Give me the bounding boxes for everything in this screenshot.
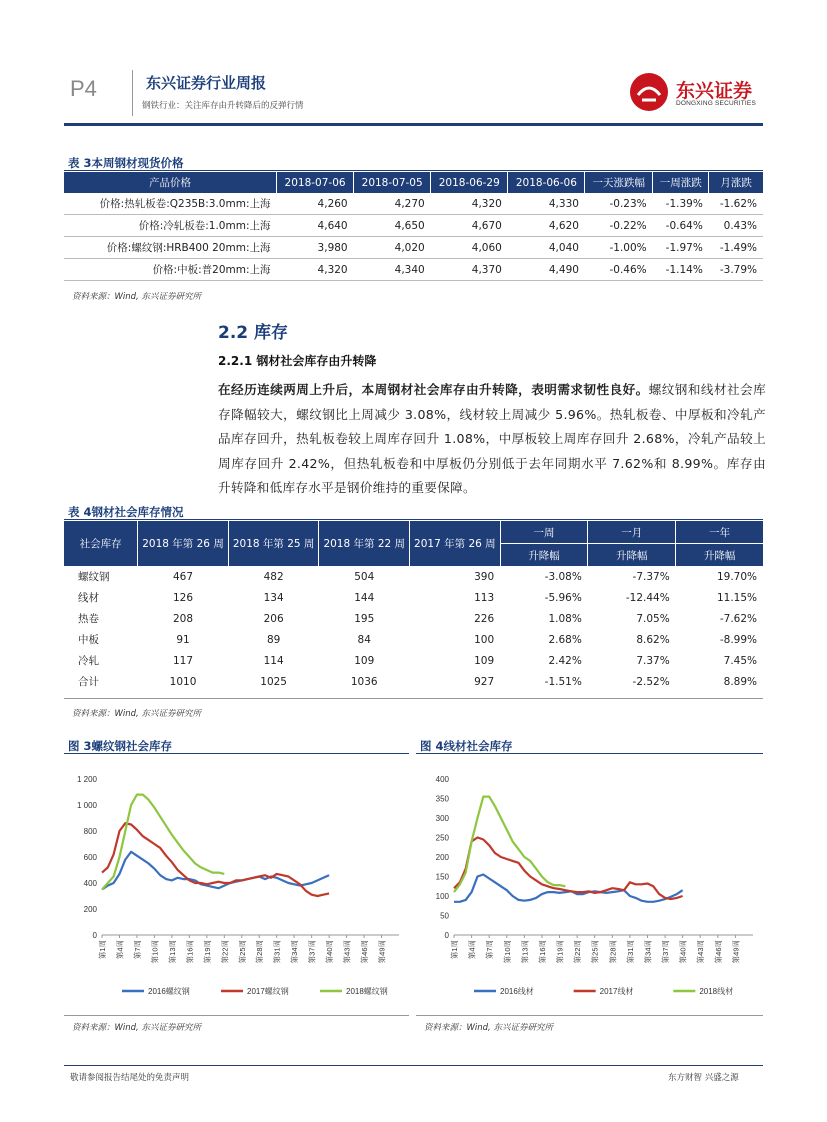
x-tick-label: 第19周: [202, 940, 212, 964]
logo-english: DONGXING SECURITIES: [676, 100, 757, 107]
table4-cell: 114: [263, 654, 284, 667]
table3-cell: 4,060: [431, 237, 508, 259]
table3-cell: -3.79%: [709, 259, 763, 281]
logo-icon: [630, 73, 668, 111]
table4-header: 2018 年第 26 周: [138, 521, 229, 566]
series-line: [454, 838, 683, 900]
table4-cell: -7.37%: [632, 570, 670, 583]
footer-slogan: 东方财智 兴盛之源: [668, 1073, 739, 1083]
table3-header: 2018-07-06: [277, 172, 354, 193]
table4-sub-header: 升降幅: [500, 544, 588, 567]
table3-cell: -0.22%: [585, 215, 653, 237]
paragraph-lead: 在经历连续两周上升后，本周钢材社会库存由升转降，表明需求韧性良好。: [218, 382, 649, 397]
table4-cell: 1036: [350, 675, 378, 688]
table3-cell: 4,370: [431, 259, 508, 281]
table4-cell: -3.08%: [544, 570, 582, 583]
table4-cell: 113: [474, 591, 495, 604]
page-number: P4: [70, 76, 97, 101]
y-tick-label: 0: [92, 931, 97, 940]
table3-row-label: 价格:冷轧板卷:1.0mm:上海: [64, 215, 277, 237]
table4-sub-header: 升降幅: [676, 544, 763, 567]
x-tick-label: 第25周: [590, 940, 600, 964]
table3-cell: 4,490: [508, 259, 585, 281]
series-line: [454, 875, 683, 902]
figure4-bottom-rule: [416, 1015, 763, 1016]
wire-inventory-chart: [416, 765, 763, 1005]
table3-cell: -0.46%: [585, 259, 653, 281]
table3-row: [64, 259, 763, 281]
x-tick-label: 第13周: [167, 940, 177, 964]
x-tick-label: 第7周: [485, 940, 495, 960]
legend-label: 2018线材: [699, 987, 734, 996]
report-subtitle: 钢铁行业：关注库存由升转降后的反弹行情: [142, 101, 304, 111]
legend-label: 2016螺纹钢: [148, 987, 190, 996]
table4-row: [64, 671, 763, 692]
series-line: [102, 795, 224, 890]
table4-cell: 504: [354, 570, 375, 583]
table3-source: 资料来源：Wind, 东兴证券研究所: [72, 292, 201, 302]
table3-cell: 4,020: [354, 237, 431, 259]
y-tick-label: 400: [435, 775, 449, 784]
x-tick-label: 第40周: [678, 940, 688, 964]
table4-row: [64, 629, 763, 650]
y-tick-label: 1 200: [76, 775, 97, 784]
table4-cell: 1025: [260, 675, 287, 688]
table4-top-rule: [64, 519, 763, 520]
table4-cell: 117: [173, 654, 194, 667]
table3-cell: 4,620: [508, 215, 585, 237]
table3-header: 月涨跌: [709, 172, 763, 193]
table4-cell: 91: [176, 633, 190, 646]
x-tick-label: 第43周: [342, 940, 352, 964]
figure4-source: 资料来源：Wind, 东兴证券研究所: [424, 1023, 553, 1033]
x-tick-label: 第46周: [713, 940, 723, 964]
footer-rule: [64, 1065, 763, 1066]
table4-row-label: 热卷: [78, 613, 99, 625]
x-tick-label: 第37周: [661, 940, 671, 964]
table4-cell: 467: [173, 570, 194, 583]
table4-source: 资料来源：Wind, 东兴证券研究所: [72, 709, 201, 719]
x-tick-label: 第16周: [185, 940, 195, 964]
table3-caption: 表 3本周钢材现货价格: [68, 156, 184, 170]
table4-row: [64, 566, 763, 587]
table4-cell: 8.89%: [723, 675, 757, 688]
x-tick-label: 第49周: [377, 940, 387, 964]
section-heading: 2.2 库存: [218, 323, 289, 343]
table4-cell: -2.52%: [632, 675, 670, 688]
y-tick-label: 100: [435, 892, 449, 901]
y-tick-label: 200: [83, 905, 97, 914]
table4-cell: 19.70%: [716, 570, 757, 583]
x-tick-label: 第28周: [608, 940, 618, 964]
table4-cell: 482: [263, 570, 284, 583]
x-tick-label: 第40周: [325, 940, 335, 964]
y-tick-label: 350: [435, 794, 449, 804]
table4-cell: -7.62%: [719, 612, 757, 625]
table4-cell: 206: [263, 612, 284, 625]
table4-cell: 7.37%: [636, 654, 670, 667]
x-tick-label: 第34周: [643, 940, 653, 964]
y-tick-label: 400: [83, 879, 97, 888]
y-tick-label: 50: [440, 911, 449, 921]
table4-cell: 226: [474, 612, 495, 625]
table4-cell: 84: [357, 633, 371, 646]
table4-header: 社会库存: [64, 521, 138, 566]
logo-mark-icon: [630, 73, 668, 111]
table3-cell: -1.00%: [585, 237, 653, 259]
footer-disclaimer: 敬请参阅报告结尾处的免责声明: [70, 1073, 190, 1083]
table4-cell: 144: [354, 591, 375, 604]
header-rule: [64, 123, 763, 126]
table4-cell: 390: [474, 570, 495, 583]
legend-label: 2017螺纹钢: [247, 987, 289, 996]
figure4-rule: [416, 753, 763, 754]
table4-cell: 195: [354, 612, 375, 625]
table3-cell: -0.64%: [653, 215, 709, 237]
header-divider: [132, 70, 133, 116]
table4-row-label: 线材: [78, 592, 99, 604]
table3-cell: 4,340: [354, 259, 431, 281]
table4-group-header: 一年: [676, 521, 763, 544]
table4-cell: -5.96%: [544, 591, 582, 604]
table3-header: 一天涨跌幅: [585, 172, 653, 193]
x-tick-label: 第28周: [255, 940, 265, 964]
report-title: 东兴证券行业周报: [146, 74, 267, 92]
table3-header: 一周涨跌: [653, 172, 709, 193]
series-line: [102, 852, 329, 890]
table4-cell: 134: [263, 591, 284, 604]
table3-cell: 4,270: [354, 193, 431, 215]
table3-cell: -0.23%: [585, 193, 653, 215]
x-tick-label: 第31周: [625, 940, 635, 964]
table3-cell: 4,320: [431, 193, 508, 215]
y-tick-label: 0: [444, 931, 449, 940]
x-tick-label: 第46周: [360, 940, 370, 964]
table4-cell: 109: [354, 654, 375, 667]
table4-cell: 2.68%: [548, 633, 582, 646]
table4-row-label: 合计: [78, 676, 99, 688]
table3-cell: 4,040: [508, 237, 585, 259]
table4-row: [64, 587, 763, 608]
legend-label: 2016线材: [500, 987, 534, 996]
figure3-source: 资料来源：Wind, 东兴证券研究所: [72, 1023, 201, 1033]
table4-cell: 89: [266, 633, 281, 646]
table3-row: [64, 193, 763, 215]
table3-cell: -1.62%: [709, 193, 763, 215]
x-tick-label: 第16周: [537, 940, 547, 964]
x-tick-label: 第25周: [237, 940, 247, 964]
table4-group-header: 一月: [588, 521, 676, 544]
table3-cell: -1.49%: [709, 237, 763, 259]
table4-cell: -1.51%: [544, 675, 582, 688]
x-tick-label: 第7周: [132, 940, 142, 960]
x-tick-label: 第10周: [502, 940, 512, 964]
y-tick-label: 1 000: [76, 801, 97, 810]
table4-cell: 927: [474, 675, 495, 688]
table4-cell: 208: [173, 612, 194, 625]
table3-cell: -1.39%: [653, 193, 709, 215]
table3: [64, 172, 763, 281]
rebar-inventory-chart: [64, 765, 409, 1005]
table3-cell: 4,330: [508, 193, 585, 215]
logo-text: 东兴证券: [676, 80, 753, 102]
table3-cell: 4,670: [431, 215, 508, 237]
table3-cell: -1.97%: [653, 237, 709, 259]
table3-cell: 4,640: [277, 215, 354, 237]
table3-header-row: [64, 172, 763, 193]
table4-cell: 109: [474, 654, 495, 667]
table4-row-label: 中板: [78, 634, 99, 646]
table3-row: [64, 237, 763, 259]
table3-cell: 4,320: [277, 259, 354, 281]
y-tick-label: 250: [435, 833, 449, 843]
table4-header-row: [64, 521, 763, 544]
x-tick-label: 第43周: [696, 940, 706, 964]
table3-row-label: 价格:螺纹钢:HRB400 20mm:上海: [64, 237, 277, 259]
subsection-heading: 2.2.1 钢材社会库存由升转降: [218, 354, 377, 368]
table4-cell: 126: [173, 591, 194, 604]
table3-cell: 4,650: [354, 215, 431, 237]
table3-header: 2018-06-29: [431, 172, 508, 193]
table4-sub-header: 升降幅: [588, 544, 676, 567]
table3-row-label: 价格:中板:普20mm:上海: [64, 259, 277, 281]
x-tick-label: 第4周: [115, 940, 125, 960]
table3-header: 产品价格: [64, 172, 277, 193]
legend-label: 2018螺纹钢: [346, 987, 388, 996]
x-tick-label: 第10周: [150, 940, 160, 964]
table4-cell: 2.42%: [548, 654, 582, 667]
table3-header: 2018-07-05: [354, 172, 431, 193]
table3-row-label: 价格:热轧板卷:Q235B:3.0mm:上海: [64, 193, 277, 215]
table4-cell: 7.45%: [723, 654, 757, 667]
x-tick-label: 第13周: [520, 940, 530, 964]
x-tick-label: 第4周: [467, 940, 477, 960]
table4-caption: 表 4钢材社会库存情况: [68, 505, 184, 519]
table4-cell: -8.99%: [719, 633, 757, 646]
table4-cell: 100: [474, 633, 495, 646]
table4-cell: -12.44%: [625, 591, 670, 604]
table4: [64, 521, 763, 692]
y-tick-label: 200: [435, 853, 449, 862]
x-tick-label: 第31周: [272, 940, 282, 964]
x-tick-label: 第1周: [450, 940, 459, 960]
table4-group-header: 一周: [500, 521, 588, 544]
table4-cell: 8.62%: [636, 633, 670, 646]
x-tick-label: 第49周: [731, 940, 741, 964]
figure4-caption: 图 4线材社会库存: [420, 739, 513, 753]
table4-cell: 7.05%: [636, 612, 670, 625]
table4-cell: 1010: [169, 675, 197, 688]
table3-top-rule: [64, 170, 763, 171]
table4-row: [64, 608, 763, 629]
x-tick-label: 第22周: [220, 940, 230, 964]
table4-cell: 1.08%: [548, 612, 582, 625]
body-paragraph: [218, 378, 766, 501]
table4-header: 2018 年第 22 周: [319, 521, 410, 566]
table3-header: 2018-06-06: [508, 172, 585, 193]
table3-cell: 3,980: [277, 237, 354, 259]
x-tick-label: 第37周: [307, 940, 317, 964]
table3-row: [64, 215, 763, 237]
table4-header: 2018 年第 25 周: [228, 521, 319, 566]
table4-row-label: 螺纹钢: [78, 571, 110, 583]
table4-header: 2017 年第 26 周: [410, 521, 501, 566]
table4-cell: 11.15%: [716, 591, 757, 604]
x-tick-label: 第34周: [290, 940, 300, 964]
figure3-rule: [64, 753, 409, 754]
y-tick-label: 300: [435, 814, 449, 823]
figure3-bottom-rule: [64, 1015, 409, 1016]
table3-cell: 0.43%: [709, 215, 763, 237]
table4-row: [64, 650, 763, 671]
y-tick-label: 600: [83, 853, 97, 862]
table3-cell: -1.14%: [653, 259, 709, 281]
legend-label: 2017线材: [599, 987, 634, 996]
x-tick-label: 第19周: [555, 940, 565, 964]
table4-bottom-rule: [64, 698, 763, 699]
y-tick-label: 150: [435, 872, 449, 882]
table4-row-label: 冷轧: [78, 655, 99, 667]
series-line: [454, 797, 565, 893]
table3-cell: 4,260: [277, 193, 354, 215]
figure3-caption: 图 3螺纹钢社会库存: [68, 739, 173, 753]
paragraph-body: 螺纹钢和线材社会库存降幅较大，螺纹钢比上周减少 3.08%，线材较上周减少 5.96%。热轧板卷、中厚板和冷轧产品库存回升，热轧板卷较上周库存回升 1.08%，中厚板较上周库存回升 2.68%，冷轧产品较上周库存回升 2.42%，但热轧板卷和中厚板仍分别低于去年同期水平 7.62%和 8.99%。库存由升转降和低库存水平是钢价维持的重要保障。: [218, 382, 766, 495]
x-tick-label: 第1周: [98, 940, 107, 960]
y-tick-label: 800: [83, 827, 97, 836]
x-tick-label: 第22周: [573, 940, 583, 964]
